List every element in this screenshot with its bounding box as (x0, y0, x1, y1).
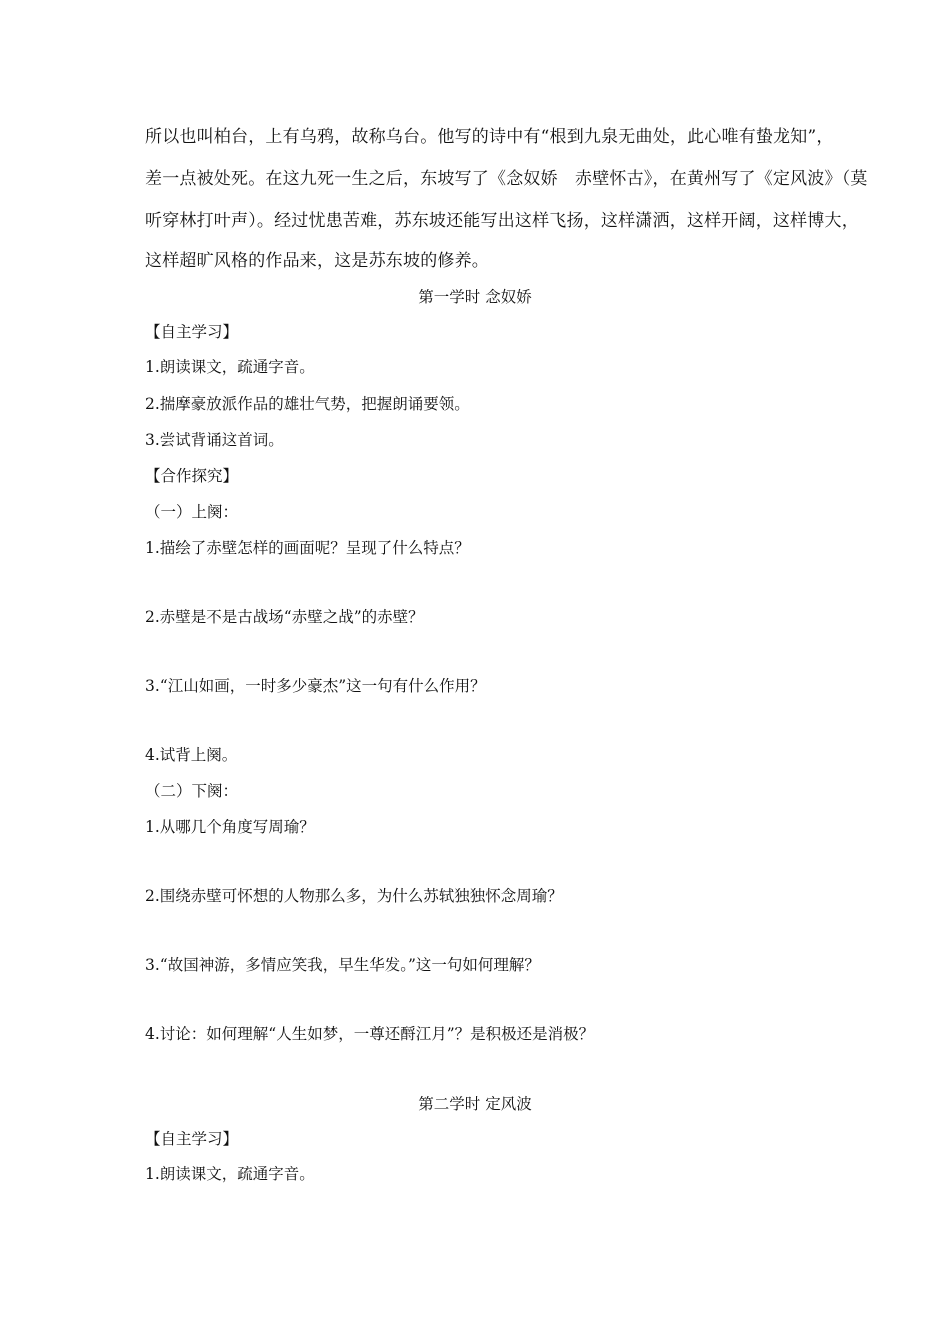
intro-paragraph-line-2: 差一点被处死。在这九死一生之后，东坡写了《念奴娇 赤壁怀古》，在黄州写了《定风波》（莫 (145, 169, 868, 189)
lesson1-title: 第一学时 念奴娇 (418, 288, 532, 306)
part1-label: （一）上阕： (145, 503, 239, 521)
lesson1-self-study-heading: 【自主学习】 (145, 323, 239, 341)
part1-question: 1.描绘了赤壁怎样的画面呢？呈现了什么特点？ (145, 539, 470, 557)
lesson2-title: 第二学时 定风波 (418, 1095, 532, 1113)
intro-paragraph-line-1: 所以也叫柏台，上有乌鸦，故称乌台。他写的诗中有“根到九泉无曲处，此心唯有蛰龙知”， (145, 127, 834, 147)
part1-question: 4.试背上阕。 (145, 746, 238, 764)
part1-question: 3.“江山如画，一时多少豪杰”这一句有什么作用？ (145, 677, 486, 695)
lesson1-cooperation-heading: 【合作探究】 (145, 467, 239, 485)
lesson1-self-study-item: 3.尝试背诵这首词。 (145, 431, 284, 449)
part2-question: 1.从哪几个角度写周瑜？ (145, 818, 315, 836)
intro-paragraph-line-4: 这样超旷风格的作品来，这是苏东坡的修养。 (145, 251, 489, 271)
part2-question: 2.围绕赤壁可怀想的人物那么多，为什么苏轼独独怀念周瑜？ (145, 887, 563, 905)
part2-label: （二）下阕： (145, 782, 239, 800)
lesson1-self-study-item: 1.朗读课文，疏通字音。 (145, 358, 315, 376)
lesson2-self-study-heading: 【自主学习】 (145, 1130, 239, 1148)
lesson2-self-study-item: 1.朗读课文，疏通字音。 (145, 1165, 315, 1183)
intro-paragraph-line-3: 听穿林打叶声）。经过忧患苦难，苏东坡还能写出这样飞扬，这样潇洒，这样开阔，这样博大， (145, 211, 859, 231)
lesson1-self-study-item: 2.揣摩豪放派作品的雄壮气势，把握朗诵要领。 (145, 395, 470, 413)
part1-question: 2.赤壁是不是古战场“赤壁之战”的赤壁？ (145, 608, 424, 626)
part2-question: 4.讨论：如何理解“人生如梦，一尊还酹江月”？是积极还是消极？ (145, 1025, 595, 1043)
part2-question: 3.“故国神游，多情应笑我，早生华发。”这一句如何理解？ (145, 956, 540, 974)
